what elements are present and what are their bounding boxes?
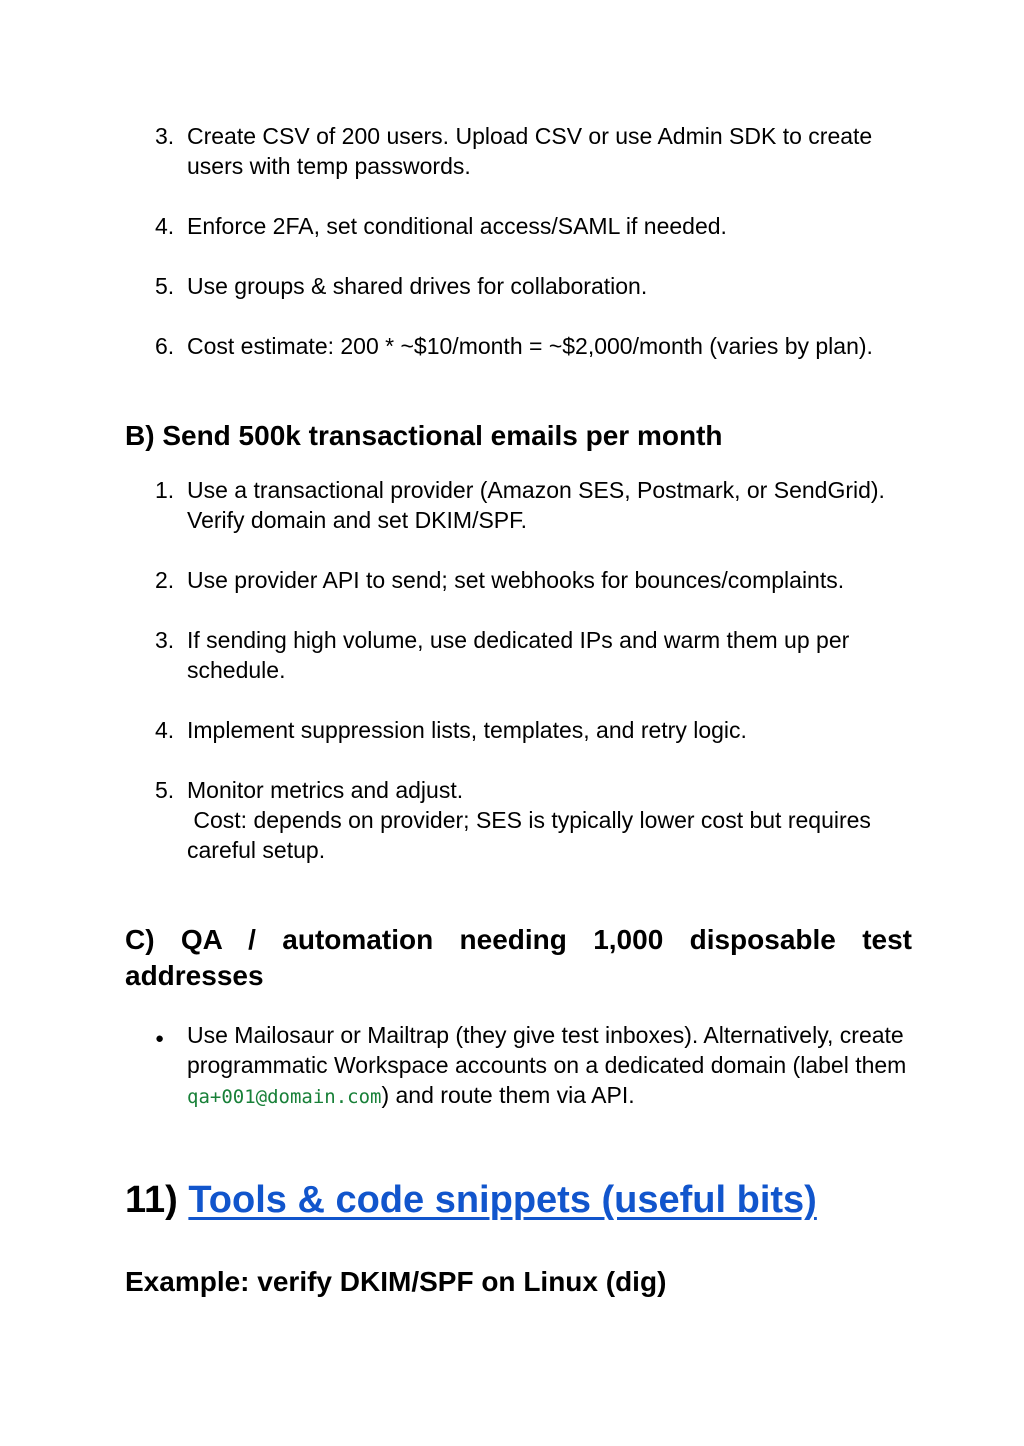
list-item-number: 2. (155, 567, 175, 593)
inline-code: qa+001@domain.com (187, 1086, 382, 1108)
list-item-text: Use a transactional provider (Amazon SES, Postmark, or SendGrid). Verify domain and set DKIM/SPF. (187, 477, 885, 533)
list-item (125, 121, 912, 181)
list-item (125, 271, 912, 301)
list-item (125, 625, 912, 685)
tools-code-snippets-link[interactable]: Tools & code snippets (useful bits) (188, 1179, 817, 1221)
section-b-heading: B) Send 500k transactional emails per month (125, 420, 723, 451)
bullet-text-pre: Use Mailosaur or Mailtrap (they give test inboxes). Alternatively, create programmatic Workspace accounts on a dedicated domain (label them (187, 1022, 907, 1078)
section-11-number: 11) (125, 1179, 189, 1221)
list-item (125, 715, 912, 745)
list-item-number: 3. (155, 123, 175, 149)
list-item-text: Implement suppression lists, templates, and retry logic. (187, 717, 747, 743)
list-item-number: 5. (155, 273, 175, 299)
bullet-icon: ● (155, 1030, 165, 1047)
list-item-text: Cost estimate: 200 * ~$10/month = ~$2,000/month (varies by plan). (187, 333, 873, 359)
list-item (125, 331, 912, 361)
list-item-line: Monitor metrics and adjust. (187, 777, 464, 803)
list-item-number: 4. (155, 717, 175, 743)
list-item-number: 5. (155, 777, 175, 803)
list-item-text: Create CSV of 200 users. Upload CSV or use Admin SDK to create users with temp passwords. (187, 123, 873, 179)
bullet-list-item (125, 1020, 912, 1112)
list-item-text: Use groups & shared drives for collaboration. (187, 273, 648, 299)
list-item (125, 211, 912, 241)
section-c-heading: C) QA / automation needing 1,000 disposable test addresses (125, 924, 912, 991)
list-item-number: 6. (155, 333, 175, 359)
list-item-text: If sending high volume, use dedicated IPs and warm them up per schedule. (187, 627, 850, 683)
list-item (125, 475, 912, 535)
list-item-number: 4. (155, 213, 175, 239)
list-item (125, 565, 912, 595)
list-item-line: Cost: depends on provider; SES is typically lower cost but requires careful setup. (187, 807, 871, 863)
list-item-number: 1. (155, 477, 175, 503)
bullet-text-post: ) and route them via API. (381, 1082, 635, 1108)
list-item-number: 3. (155, 627, 175, 653)
list-item-text (187, 775, 912, 865)
list-item-text: Enforce 2FA, set conditional access/SAML if needed. (187, 213, 727, 239)
bullet-item-text (187, 1020, 912, 1112)
section-11-heading (125, 1176, 912, 1225)
list-item-text: Use provider API to send; set webhooks for bounces/complaints. (187, 567, 845, 593)
bullet-marker (125, 1020, 187, 1112)
example-heading: Example: verify DKIM/SPF on Linux (dig) (125, 1266, 667, 1297)
list-item (125, 775, 912, 865)
